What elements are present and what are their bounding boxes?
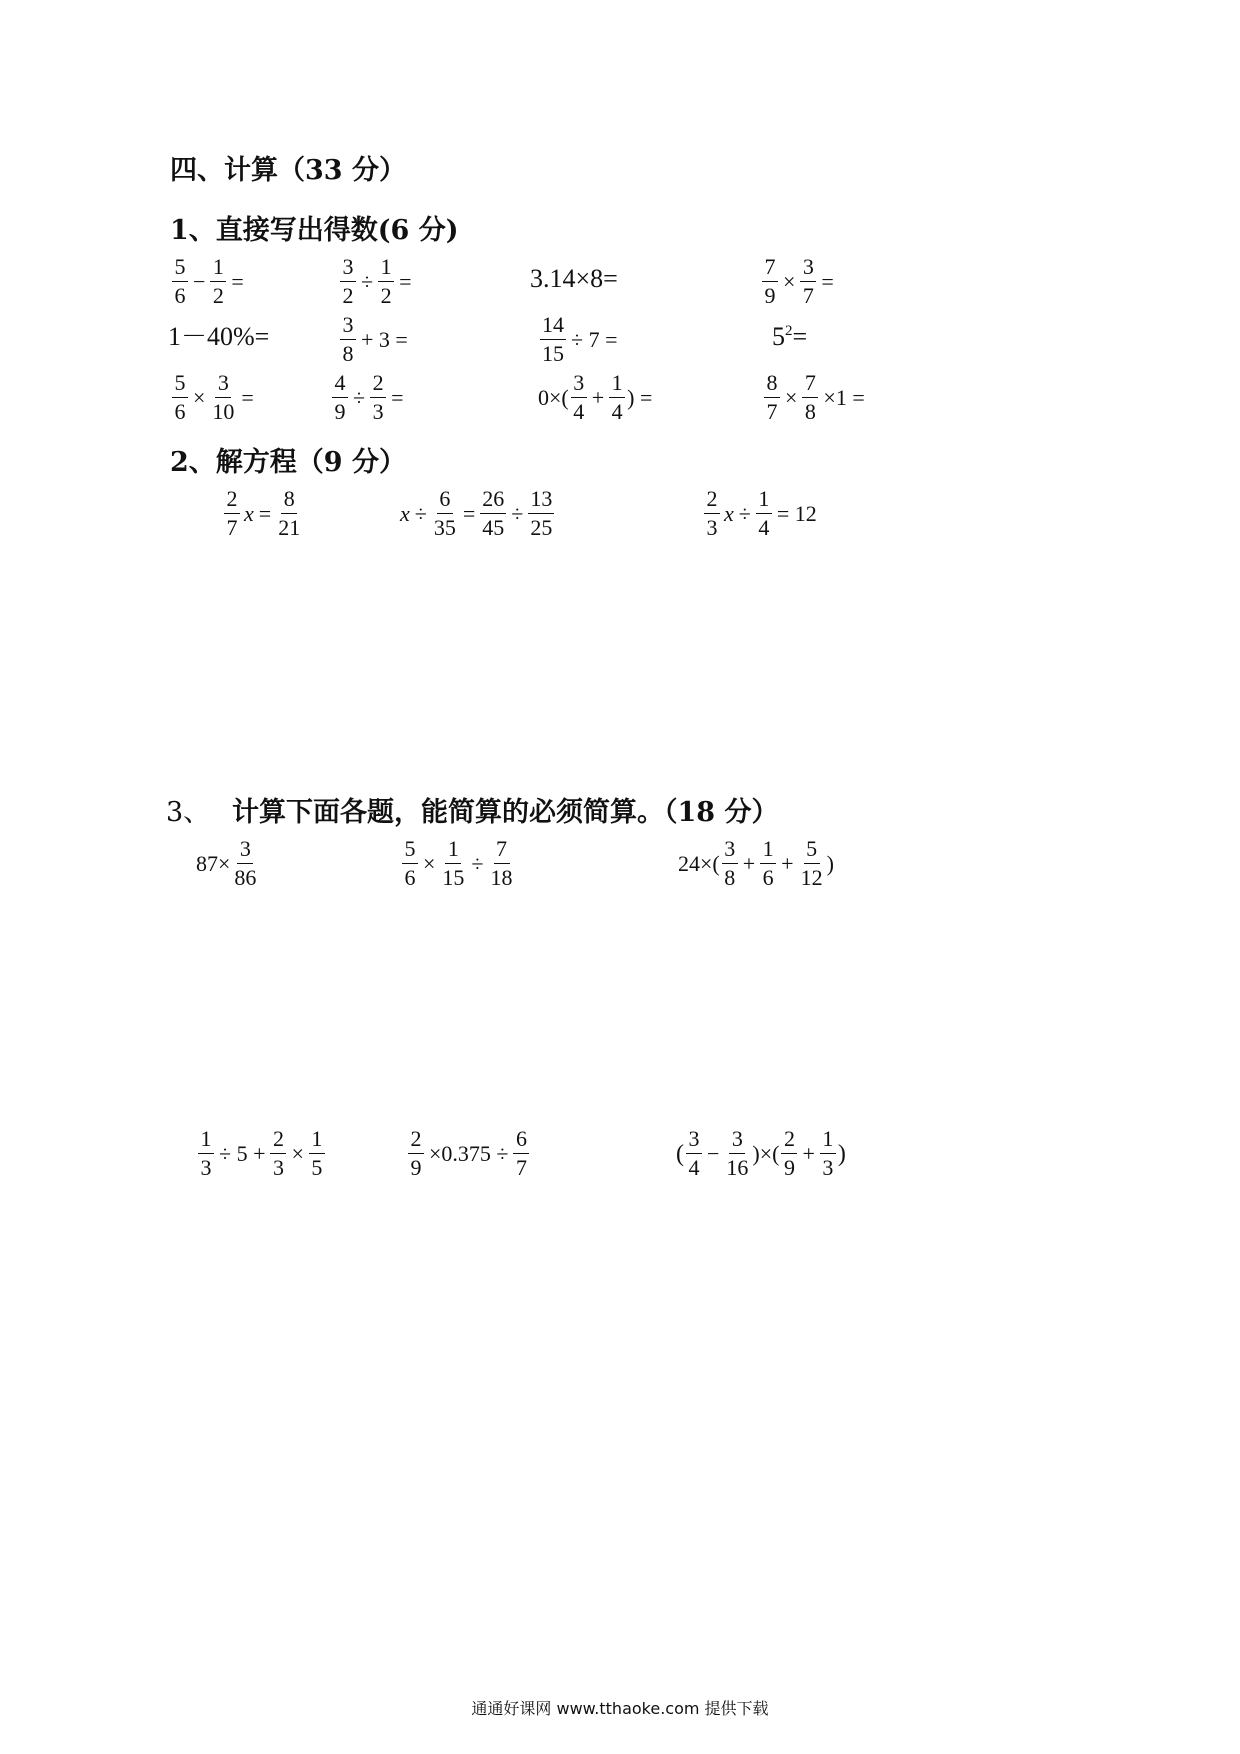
- expr-3c: 0×( $\frac{3}{4}$ + $\frac{1}{4}$ ) =: [538, 370, 653, 424]
- problem-1: 87× $\frac{3}{86}$: [196, 836, 257, 890]
- equation-2: x ÷ $\frac{6}{35}$ = $\frac{26}{45}$ ÷ $\frac{13}{25}$: [400, 486, 553, 540]
- fraction: $\frac{5}{6}$: [172, 256, 188, 307]
- section-title: 四、计算（33 分）: [170, 155, 406, 186]
- equation-1: $\frac{2}{7}$ x = $\frac{8}{21}$: [222, 488, 304, 539]
- part3-number: 3、: [166, 797, 211, 828]
- expr-2a: 1－40%=: [168, 322, 270, 351]
- expr-1a: $\frac{5}{6}$ − $\frac{1}{2}$ =: [170, 256, 247, 307]
- expr-3d: $\frac{8}{7}$ × $\frac{7}{8}$ ×1 =: [762, 372, 868, 423]
- expr-1b: $\frac{3}{2}$ ÷ $\frac{1}{2}$ =: [338, 256, 415, 307]
- problem-2: $\frac{5}{6}$ × $\frac{1}{15}$ ÷ $\frac{7}{18}$: [400, 838, 517, 889]
- part2-title: 2、解方程（9 分）: [170, 447, 406, 478]
- equation-3: $\frac{2}{3}$ x ÷ $\frac{1}{4}$ = 12: [702, 488, 820, 539]
- part1-title: 1、直接写出得数(6 分): [170, 215, 459, 246]
- problem-3: 24×( $\frac{3}{8}$ + $\frac{1}{6}$ + $\frac{5}{12}$ ): [678, 836, 834, 890]
- fraction: $\frac{1}{2}$: [210, 256, 226, 307]
- footer-credit: 通通好课网 www.tthaoke.com 提供下载: [471, 1699, 769, 1718]
- expr-1d: $\frac{7}{9}$ × $\frac{3}{7}$ =: [760, 256, 837, 307]
- expr-1c: 3.14×8=: [530, 264, 618, 293]
- expr-3b: $\frac{4}{9}$ ÷ $\frac{2}{3}$ =: [330, 372, 407, 423]
- problem-6: ( $\frac{3}{4}$ − $\frac{3}{16}$ )×( $\frac{2}{9}$ + $\frac{1}{3}$ ): [676, 1126, 846, 1180]
- expr-2b: $\frac{3}{8}$ + 3 =: [338, 314, 411, 365]
- part3-title: 计算下面各题，能简算的必须简算。（18 分）: [232, 797, 779, 828]
- expr-2c: $\frac{14}{15}$ ÷ 7 =: [542, 312, 618, 366]
- problem-5: $\frac{2}{9}$ ×0.375 ÷ $\frac{6}{7}$: [406, 1128, 531, 1179]
- expr-2d: $5^2=$: [772, 322, 808, 351]
- expr-3a: $\frac{5}{6}$ × $\frac{3}{10}$ =: [170, 372, 257, 423]
- problem-4: $\frac{1}{3}$ ÷ 5 + $\frac{2}{3}$ × $\frac{1}{5}$: [196, 1128, 327, 1179]
